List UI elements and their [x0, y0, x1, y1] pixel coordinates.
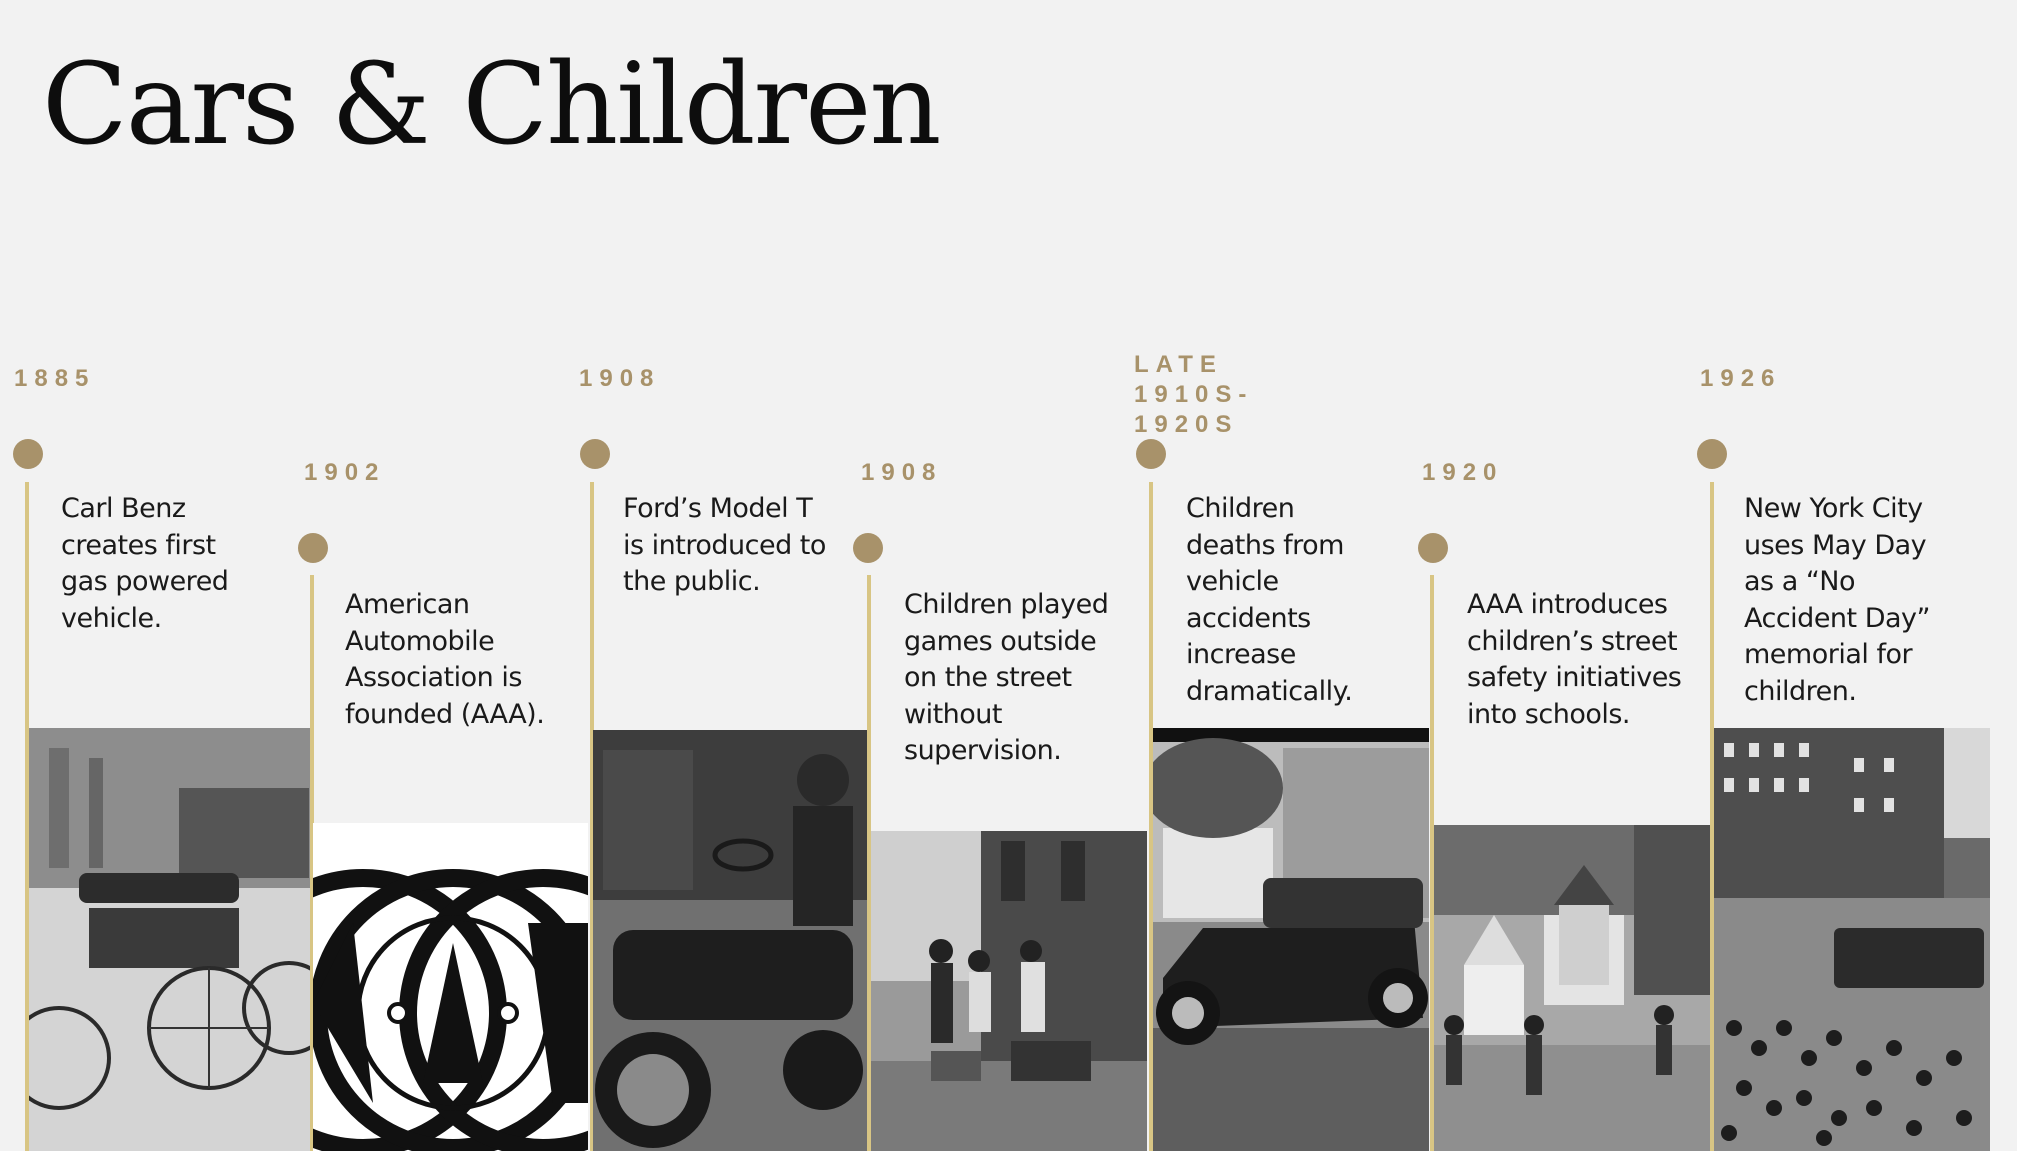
- event-description: American Automobile Association is founded (AAA).: [345, 589, 545, 730]
- timeline-dot: [1697, 439, 1727, 469]
- safety-town-photo: [1434, 825, 1710, 1151]
- timeline-dot: [1136, 439, 1166, 469]
- children-street-photo: [871, 831, 1147, 1151]
- event-year: 1908: [579, 365, 661, 392]
- timeline-dot: [1418, 533, 1448, 563]
- event-year: 1885: [14, 365, 96, 392]
- timeline-dot: [580, 439, 610, 469]
- event-year: 1902: [304, 459, 386, 486]
- nyc-crowd-photo: [1714, 728, 1990, 1151]
- event-description: Ford’s Model T is introduced to the public.: [623, 493, 826, 597]
- event-year: 1926: [1700, 365, 1782, 392]
- timeline-dot: [853, 533, 883, 563]
- crashed-car-photo: [1153, 728, 1429, 1151]
- event-description: AAA introduces children’s street safety initiatives into schools.: [1467, 589, 1682, 730]
- event-year: 1908: [861, 459, 943, 486]
- timeline-dot: [298, 533, 328, 563]
- event-description: Carl Benz creates first gas powered vehicle.: [61, 493, 229, 634]
- page-title: Cars & Children: [42, 40, 940, 170]
- event-description: Children deaths from vehicle accidents increase dramatically.: [1186, 493, 1353, 707]
- event-year: 1920: [1422, 459, 1504, 486]
- model-t-photo: [593, 730, 867, 1151]
- aaa-logo: [313, 823, 588, 1151]
- benz-motorwagen-photo: [29, 728, 310, 1151]
- event-year: LATE 1910S-1920S: [1134, 351, 1254, 438]
- timeline-dot: [13, 439, 43, 469]
- event-description: New York City uses May Day as a “No Accident Day” memorial for children.: [1744, 493, 1931, 707]
- event-description: Children played games outside on the street without supervision.: [904, 589, 1109, 766]
